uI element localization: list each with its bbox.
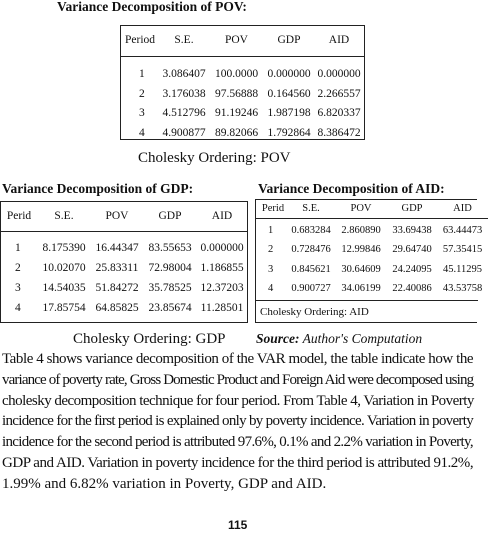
cell-se: 14.54035: [42, 282, 86, 295]
paragraph-line: incidence for the second period is attributed 97.6%, 0.1% and 2.2% variation in Poverty,: [2, 434, 473, 451]
cell-se: 0.683284: [291, 224, 331, 236]
cell-period: 3: [139, 107, 145, 119]
cell-aid: 8.386472: [317, 126, 361, 139]
col-header-aid: AID: [197, 202, 247, 231]
cell-pov: 97.56888: [214, 87, 259, 100]
col-header-pov: POV: [335, 200, 387, 218]
cell-gdp: 29.64740: [392, 244, 432, 255]
table-row: [121, 124, 364, 144]
cell-period: 3: [268, 263, 274, 275]
pov-heading: Variance Decomposition of POV:: [57, 0, 247, 14]
paragraph-line: 1.99% and 6.82% variation in Poverty, GDP and AID.: [2, 475, 327, 492]
cell-pov: 100.0000: [214, 68, 259, 80]
cell-se: 4.512796: [162, 107, 206, 119]
cell-se: 3.086407: [162, 68, 206, 80]
gdp-heading: Variance Decomposition of GDP:: [2, 181, 194, 196]
cell-gdp: 0.000000: [267, 68, 311, 80]
paragraph-line: variance of poverty rate, Gross Domestic Product and Foreign Aid were decomposed using: [2, 371, 474, 388]
cell-period: 1: [268, 224, 274, 236]
cell-gdp: 33.69438: [392, 224, 432, 236]
cell-se: 4.900877: [162, 126, 206, 139]
cell-pov: 30.64609: [341, 263, 381, 275]
col-header-aid: AID: [314, 26, 364, 56]
cell-pov: 12.99846: [341, 244, 381, 255]
table-row: [121, 104, 364, 124]
table-row: [256, 241, 488, 261]
cell-period: 4: [268, 283, 274, 294]
aid-table-frame: [255, 199, 483, 323]
cell-se: 0.845621: [291, 263, 331, 275]
cell-period: 1: [139, 68, 145, 80]
cell-aid: 43.53758: [442, 283, 483, 294]
col-header-pov: POV: [91, 202, 143, 231]
cell-aid: 45.11295: [443, 263, 482, 275]
aid-heading: Variance Decomposition of AID:: [258, 181, 445, 196]
cell-aid: 11.28501: [200, 302, 244, 315]
source-note: [256, 331, 422, 347]
table-row: [256, 221, 488, 241]
cell-gdp: 23.85674: [148, 302, 192, 315]
table-row: [1, 299, 247, 319]
cell-gdp: 35.78525: [148, 282, 192, 295]
col-header-se: S.E.: [287, 200, 335, 218]
aid-header-row: [256, 200, 488, 218]
cell-aid: 6.820337: [317, 107, 361, 119]
cell-pov: 34.06199: [341, 283, 381, 294]
col-header-period: Perid: [1, 202, 37, 231]
cell-period: 4: [15, 302, 21, 315]
cell-period: 3: [15, 282, 21, 295]
col-header-se: S.E.: [37, 202, 91, 231]
pov-caption: Cholesky Ordering: POV: [138, 150, 291, 166]
table-row: [121, 65, 364, 85]
col-header-gdp: GDP: [264, 26, 314, 56]
col-header-gdp: GDP: [143, 202, 197, 231]
pov-table-frame: [120, 25, 365, 140]
table-row: [256, 280, 488, 300]
pov-header-row: [121, 26, 364, 56]
table-row: [1, 259, 247, 279]
paragraph-line: cholesky decomposition technique for four period. From Table 4, Variation in Poverty: [2, 392, 474, 409]
cell-gdp: 0.164560: [267, 87, 311, 100]
cell-pov: 2.860890: [341, 224, 381, 236]
body-paragraph: [2, 349, 474, 495]
cell-aid: 63.44473: [442, 224, 483, 236]
table-row: [256, 260, 488, 280]
cell-pov: 25.83311: [95, 262, 139, 275]
cell-se: 0.728476: [291, 244, 331, 255]
cell-aid: 0.000000: [317, 68, 361, 80]
paragraph-line: incidence for the first period is explained only by poverty incidence. Variation in poverty: [2, 413, 474, 430]
table-row: [121, 85, 364, 105]
gdp-caption: Cholesky Ordering: GDP: [73, 331, 226, 347]
page-number: 115: [228, 518, 248, 532]
cell-period: 2: [268, 244, 274, 255]
cell-se: 17.85754: [42, 302, 86, 315]
cell-period: 4: [139, 126, 145, 139]
gdp-header-row: [1, 202, 247, 231]
cell-pov: 16.44347: [95, 242, 139, 255]
cell-gdp: 22.40086: [392, 283, 432, 294]
cell-aid: 1.186855: [200, 262, 244, 275]
aid-table: [256, 200, 488, 299]
cell-aid: 57.35415: [442, 244, 483, 255]
cell-period: 1: [15, 242, 21, 255]
table-row: [1, 239, 247, 259]
cell-se: 0.900727: [291, 283, 331, 294]
cell-gdp: 83.55653: [148, 242, 192, 255]
cell-se: 3.176038: [162, 87, 206, 100]
source-text: Author's Computation: [302, 331, 423, 346]
cell-pov: 64.85825: [95, 302, 139, 315]
cell-period: 2: [139, 87, 145, 100]
cell-aid: 12.37203: [200, 282, 244, 295]
gdp-table: [1, 202, 247, 319]
aid-caption: Cholesky Ordering: AID: [260, 306, 369, 318]
table-row: [1, 279, 247, 299]
cell-se: 10.02070: [42, 262, 86, 275]
cell-gdp: 24.24095: [392, 263, 432, 275]
cell-pov: 91.19246: [214, 107, 259, 119]
col-header-period: Perid: [256, 200, 287, 218]
cell-pov: 51.84272: [95, 282, 139, 295]
cell-period: 2: [15, 262, 21, 275]
col-header-aid: AID: [437, 200, 488, 218]
col-header-se: S.E.: [159, 26, 209, 56]
col-header-gdp: GDP: [387, 200, 437, 218]
col-header-pov: POV: [209, 26, 264, 56]
cell-se: 8.175390: [42, 242, 86, 255]
cell-pov: 89.82066: [214, 126, 259, 139]
cell-gdp: 72.98004: [148, 262, 192, 275]
source-label: Source:: [256, 331, 300, 346]
cell-aid: 0.000000: [200, 242, 244, 255]
paragraph-line: Table 4 shows variance decomposition of the VAR model, the table indicate how the: [2, 351, 474, 367]
aid-caption-divider: [256, 300, 478, 301]
cell-gdp: 1.792864: [267, 126, 311, 139]
col-header-period: Period: [121, 26, 159, 56]
paragraph-line: GDP and AID. Variation in poverty incidence for the third period is attributed 91.2%,: [2, 454, 474, 471]
cell-gdp: 1.987198: [267, 107, 311, 119]
cell-aid: 2.266557: [317, 87, 361, 100]
pov-table: [121, 26, 364, 143]
gdp-table-frame: [0, 201, 248, 323]
